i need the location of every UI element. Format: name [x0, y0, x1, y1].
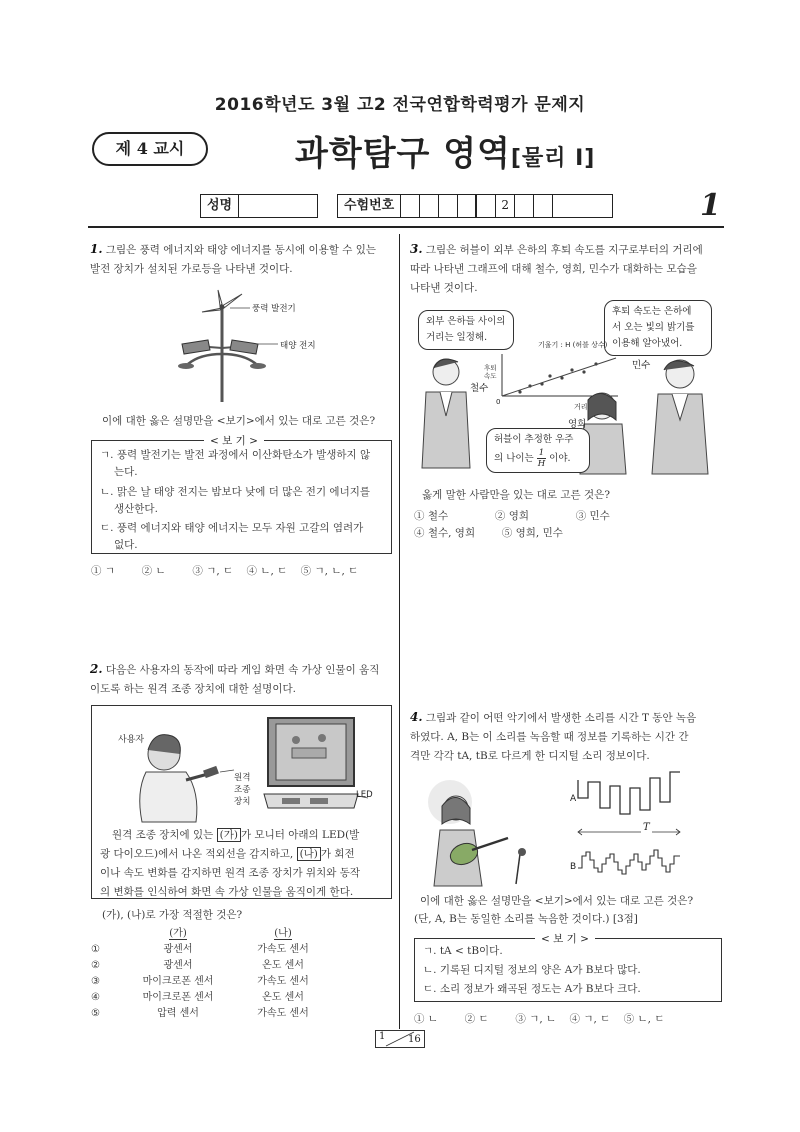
- choice-number: ①: [91, 944, 100, 955]
- choice-na: 가속도 센서: [257, 944, 309, 955]
- remote-label-line: 장치: [234, 797, 251, 807]
- q2-text-line: 이도록 하는 원격 조종 장치에 대한 설명이다.: [90, 683, 296, 695]
- q3-stem: [410, 240, 722, 298]
- q4-bogi-title: < 보 기 >: [535, 931, 595, 946]
- q4-text-line: 격만 각각 tA, tB로 다르게 한 디지털 소리 정보이다.: [410, 750, 650, 762]
- graph-origin-label: 0: [496, 398, 501, 406]
- waveform-a-label: A: [570, 794, 577, 804]
- fraction-one-over-h: [537, 448, 546, 469]
- remote-label: [234, 772, 250, 808]
- bubble-text: 이용해 알아냈어.: [612, 338, 683, 349]
- q3-choices-line1[interactable]: ① 철수 ② 영희 ③ 민수: [414, 510, 610, 522]
- name-minsu: 민수: [632, 360, 651, 371]
- duration-t-label: T: [643, 822, 650, 833]
- speech-bubble-minsu: [604, 300, 712, 356]
- bubble-text: 허블이 추정한 우주: [494, 434, 574, 445]
- fraction-denominator: H: [537, 459, 546, 469]
- choice-row[interactable]: [91, 974, 333, 990]
- choice-number: ②: [91, 960, 100, 971]
- speech-bubble-cheolsu: [418, 310, 514, 350]
- guitarist-and-waveform-illustration: [412, 768, 722, 888]
- footer-page: 1: [379, 1031, 386, 1042]
- bubble-text: 의 나이는: [494, 452, 534, 464]
- exam-number-label: 수험번호: [338, 195, 401, 217]
- solar-cell-label: 태양 전지: [280, 341, 316, 351]
- q1-stem: [90, 240, 392, 279]
- q1-bogi-box: [91, 435, 392, 554]
- col-na-header: (나): [274, 928, 292, 939]
- q1-bogi-item: ㄷ. 풍력 에너지와 태양 에너지는 모두 자원 고갈의 염려가: [100, 522, 364, 534]
- choice-na: 가속도 센서: [257, 976, 309, 987]
- exam-number-cell[interactable]: [515, 195, 534, 217]
- blank-na: (나): [297, 847, 321, 861]
- name-label: 성명: [201, 195, 239, 217]
- user-label: 사용자: [118, 735, 145, 745]
- q4-bogi-box: [414, 933, 722, 1002]
- choice-ga: 광센서: [163, 944, 193, 955]
- bubble-text: 거리는 일정해.: [426, 332, 488, 343]
- name-field[interactable]: [239, 195, 317, 217]
- q4-number: 4.: [410, 710, 423, 724]
- q4-text-line: 하였다. A, B는 이 소리를 녹음할 때 정보를 기록하는 시간 간: [410, 731, 689, 743]
- choice-na: 가속도 센서: [257, 1008, 309, 1019]
- q4-bogi-item: ㄴ. 기록된 디지털 정보의 양은 A가 B보다 많다.: [423, 964, 641, 976]
- q2-description-text: [100, 826, 390, 902]
- exam-number-cell[interactable]: [439, 195, 458, 217]
- choice-number: ⑤: [91, 1008, 100, 1019]
- q2-stem: [90, 660, 392, 699]
- remote-label-line: 원격: [234, 773, 251, 783]
- q1-bogi-item: ㄱ. 풍력 발전기는 발전 과정에서 이산화탄소가 발생하지 않: [100, 449, 371, 461]
- name-younghee: 영희: [568, 419, 587, 430]
- q1-bogi-item: 생산한다.: [114, 503, 158, 515]
- q2-desc-part: 가 모니터 아래의 LED(발: [241, 829, 360, 841]
- q1-prompt: 이에 대한 옳은 설명만을 <보기>에서 있는 대로 고른 것은?: [102, 415, 376, 427]
- exam-number-cell-fixed: 2: [496, 195, 515, 217]
- q1-text-line: 발전 장치가 설치된 가로등을 나타낸 것이다.: [90, 263, 293, 275]
- page-number: 1: [700, 188, 721, 223]
- q2-number: 2.: [90, 662, 103, 676]
- graph-x-label: 거리: [574, 403, 588, 411]
- page-footer: [375, 1030, 425, 1048]
- q4-prompt-line2: (단, A, B는 동일한 소리를 녹음한 것이다.) [3점]: [414, 913, 638, 925]
- exam-number-cell[interactable]: [477, 195, 496, 217]
- q3-number: 3.: [410, 242, 423, 256]
- waveform-b-label: B: [570, 862, 577, 872]
- choice-ga: 마이크로폰 센서: [142, 992, 214, 1003]
- bubble-text: 이야.: [549, 452, 571, 464]
- q3-text-line: 따라 나타낸 그래프에 대해 철수, 영희, 민수가 대화하는 모습을: [410, 263, 697, 275]
- graph-slope-label: 기울기 : H (허블 상수): [538, 341, 608, 349]
- blank-ga: (가): [217, 828, 241, 842]
- speech-bubble-younghee: [486, 428, 590, 473]
- q2-description-box: [91, 705, 392, 899]
- q2-desc-part: 광 다이오드)에서 나온 적외선을 감지하고,: [100, 848, 294, 860]
- q4-stem: [410, 708, 722, 766]
- subject-sub: [물리 Ⅰ]: [510, 146, 596, 171]
- q1-text-line: 그림은 풍력 에너지와 태양 에너지를 동시에 이용할 수 있는: [105, 244, 377, 256]
- choice-row[interactable]: [91, 958, 333, 974]
- q1-bogi-item: 는다.: [114, 466, 138, 478]
- q4-choices[interactable]: ① ㄴ ② ㄷ ③ ㄱ, ㄴ ④ ㄱ, ㄷ ⑤ ㄴ, ㄷ: [414, 1013, 665, 1025]
- choice-na: 온도 센서: [262, 960, 304, 971]
- exam-number-cell[interactable]: [534, 195, 553, 217]
- choice-number: ③: [91, 976, 100, 987]
- q1-choices[interactable]: ① ㄱ ② ㄴ ③ ㄱ, ㄷ ④ ㄴ, ㄷ ⑤ ㄱ, ㄴ, ㄷ: [91, 565, 359, 577]
- q3-prompt: 옳게 말한 사람만을 있는 대로 고른 것은?: [422, 489, 610, 501]
- q2-desc-part: 원격 조종 장치에 있는: [112, 829, 214, 841]
- q1-bogi-item: ㄴ. 맑은 날 태양 전지는 밤보다 낮에 더 많은 전기 에너지를: [100, 486, 371, 498]
- header-divider: [88, 226, 724, 228]
- choice-ga: 광센서: [163, 960, 193, 971]
- q4-text-line: 그림과 같이 어떤 악기에서 발생한 소리를 시간 T 동안 녹음: [425, 712, 697, 724]
- q2-desc-part: 가 회전: [320, 848, 355, 860]
- choice-ga: 압력 센서: [157, 1008, 199, 1019]
- period-badge: 제 4 교시: [92, 132, 208, 166]
- exam-number-cell[interactable]: [458, 195, 477, 217]
- column-divider: [399, 234, 400, 1029]
- footer-total: 16: [408, 1034, 421, 1045]
- subject-title: [295, 126, 595, 175]
- graph-y-label-line: 후퇴: [484, 364, 497, 372]
- remote-label-line: 조종: [234, 785, 251, 795]
- bubble-text: 서 오는 빛의 밝기를: [612, 322, 695, 333]
- bubble-text: 후퇴 속도는 은하에: [612, 306, 692, 317]
- fraction-numerator: 1: [538, 448, 545, 458]
- bubble-text: 외부 은하들 사이의: [426, 316, 506, 327]
- col-ga-header: (가): [169, 928, 187, 939]
- q4-bogi-item: ㄱ. tA < tB이다.: [423, 945, 503, 957]
- q4-bogi-item: ㄷ. 소리 정보가 왜곡된 정도는 A가 B보다 크다.: [423, 983, 641, 995]
- subject-main: 과학탐구 영역: [295, 134, 511, 174]
- exam-title: 2016학년도 3월 고2 전국연합학력평가 문제지: [214, 95, 586, 115]
- q1-number: 1.: [90, 242, 103, 256]
- q2-prompt: (가), (나)로 가장 적절한 것은?: [102, 909, 243, 921]
- name-box: [200, 194, 318, 218]
- q2-choice-table: [91, 926, 333, 1022]
- choice-ga: 마이크로폰 센서: [142, 976, 214, 987]
- q3-text-line: 나타낸 것이다.: [410, 282, 478, 294]
- exam-number-box: [337, 194, 613, 218]
- choice-row[interactable]: [91, 942, 333, 958]
- exam-number-cell[interactable]: [401, 195, 420, 217]
- choice-number: ④: [91, 992, 100, 1003]
- q3-text-line: 그림은 허블이 외부 은하의 후퇴 속도를 지구로부터의 거리에: [425, 244, 703, 256]
- choice-row[interactable]: [91, 1006, 333, 1022]
- q2-text-line: 다음은 사용자의 동작에 따라 게임 화면 속 가상 인물이 움직: [105, 664, 380, 676]
- q2-desc-part: 이나 속도 변화를 감지하면 원격 조종 장치가 위치와 동작: [100, 867, 360, 879]
- graph-y-label: [484, 364, 497, 380]
- q4-prompt-line1: 이에 대한 옳은 설명만을 <보기>에서 있는 대로 고른 것은?: [420, 895, 694, 907]
- graph-y-label-line: 속도: [484, 372, 497, 380]
- name-cheolsu: 철수: [470, 383, 489, 394]
- q2-desc-part: 의 변화를 인식하여 화면 속 가상 인물을 움직이게 한다.: [100, 886, 354, 898]
- exam-number-cell[interactable]: [553, 195, 572, 217]
- q1-bogi-item: 없다.: [114, 539, 138, 551]
- choice-na: 온도 센서: [262, 992, 304, 1003]
- led-label: LED: [356, 790, 373, 800]
- wind-generator-label: 풍력 발전기: [252, 304, 296, 314]
- q3-choices-line2[interactable]: ④ 철수, 영희 ⑤ 영희, 민수: [414, 527, 563, 539]
- choice-row[interactable]: [91, 990, 333, 1006]
- q1-bogi-title: < 보 기 >: [204, 433, 264, 448]
- exam-number-cell[interactable]: [420, 195, 439, 217]
